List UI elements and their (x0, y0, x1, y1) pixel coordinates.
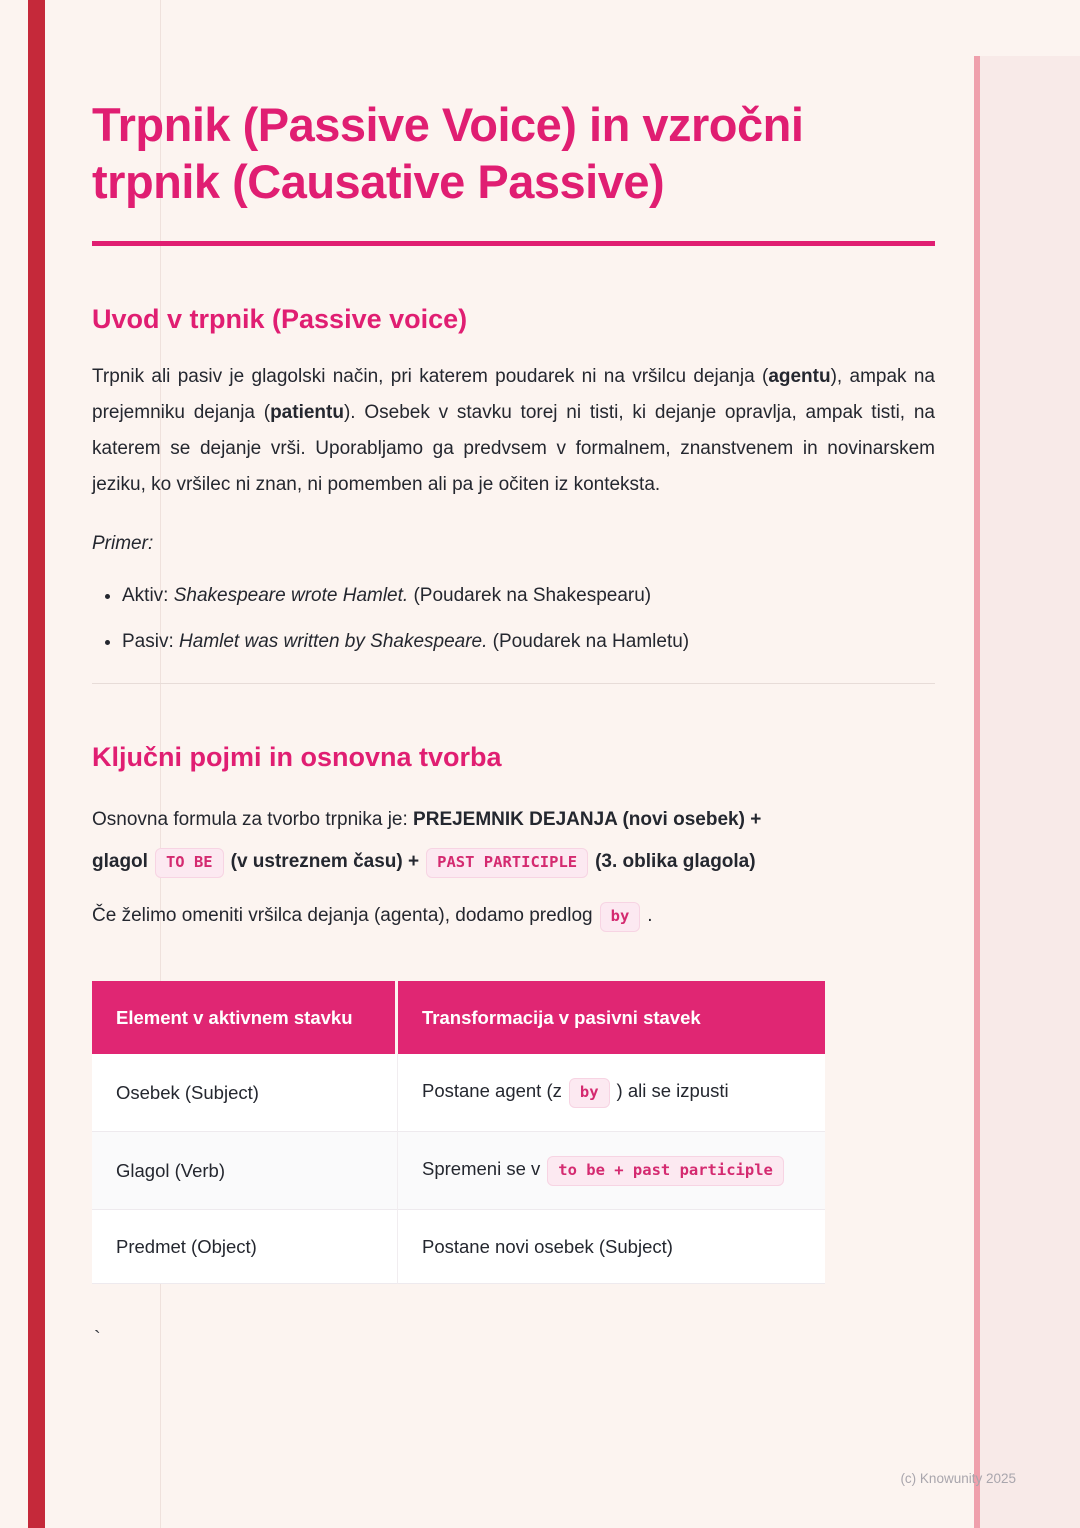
table-row (92, 1132, 825, 1210)
stray-backtick-mark: ` (94, 1327, 101, 1350)
intro-text-1: Trpnik ali pasiv je glagolski način, pri katerem poudarek ni na vršilcu dejanja ( (92, 365, 769, 387)
code-chip-by: by (569, 1078, 610, 1108)
table-header-element: Element v aktivnem stavku (92, 981, 398, 1054)
table-cell-left: Osebek (Subject) (92, 1054, 398, 1132)
agent-note-text-1: Če želimo omeniti vršilca dejanja (agenta), dodamo predlog (92, 904, 593, 926)
cell-text-1: Postane agent (z (422, 1079, 562, 1101)
intro-bold-agentu: agentu (768, 365, 831, 387)
formula-bold-1: PREJEMNIK DEJANJA (novi osebek) + (413, 808, 762, 830)
cell-text-1: Postane novi osebek (Subject) (422, 1235, 673, 1257)
formula-bold-2: glagol (92, 850, 148, 872)
code-chip-by: by (600, 902, 641, 932)
copyright-footer: (c) Knowunity 2025 (900, 1471, 1016, 1486)
bullet-italic-sentence: Shakespeare wrote Hamlet. (173, 584, 409, 606)
table-row (92, 1054, 825, 1132)
formula-bold-3: (v ustreznem času) + (230, 850, 420, 872)
table-cell-right (398, 1054, 825, 1132)
code-chip-to-be: TO BE (155, 848, 224, 878)
table-cell-left: Glagol (Verb) (92, 1132, 398, 1210)
document-body (92, 0, 935, 1351)
title-underline-rule (92, 241, 935, 246)
right-margin-zone (980, 56, 1080, 1528)
agent-note-text-2: . (647, 904, 653, 926)
cell-text-1: Spremeni se v (422, 1157, 541, 1179)
code-chip-past-participle: PAST PARTICIPLE (426, 848, 588, 878)
bullet-italic-sentence: Hamlet was written by Shakespeare. (179, 630, 488, 652)
formula-text-1: Osnovna formula za tvorbo trpnika je: (92, 808, 414, 830)
page-edge-stripe (28, 0, 45, 1528)
table-cell-left: Predmet (Object) (92, 1210, 398, 1284)
table-header-row (92, 981, 825, 1054)
section-heading-uvod: Uvod v trpnik (Passive voice) (92, 303, 468, 334)
table-cell-right (398, 1210, 825, 1284)
example-label: Primer: (92, 532, 154, 554)
bullet-lead: Aktiv: (122, 584, 174, 606)
agent-note-paragraph (92, 895, 935, 937)
example-list (92, 581, 935, 657)
list-item (122, 627, 935, 657)
bullet-tail: (Poudarek na Hamletu) (487, 630, 690, 652)
list-item (122, 581, 935, 611)
table-body (92, 1054, 825, 1284)
intro-text-3: ). Osebek v stavku torej ni tisti, ki dejanje opravlja, ampak tisti, na katerem se dejanje vrši. Uporabljamo ga predvsem v formalnem, znanstvenem in novinarskem jeziku, ko vršilec ni znan, ni pomemben ali pa je očiten iz konteksta. (92, 401, 935, 495)
table-header (92, 981, 825, 1054)
bullet-lead: Pasiv: (122, 630, 180, 652)
formula-bold-4: (3. oblika glagola) (595, 850, 756, 872)
code-chip-to-be-past-participle: to be + past participle (547, 1156, 784, 1186)
formula-paragraph (92, 799, 935, 883)
intro-text-2: ), ampak na prejemniku dejanja ( (92, 365, 935, 423)
cell-text-2: ) ali se izpusti (616, 1079, 729, 1101)
table-cell-right (398, 1132, 825, 1210)
table-row (92, 1210, 825, 1284)
section-divider (92, 683, 935, 684)
transformation-table (92, 981, 825, 1284)
intro-paragraph (92, 359, 935, 503)
right-margin-line (974, 56, 980, 1528)
section-heading-tvorba: Ključni pojmi in osnovna tvorba (92, 741, 502, 772)
bullet-tail: (Poudarek na Shakespearu) (408, 584, 652, 606)
page-title: Trpnik (Passive Voice) in vzročni trpnik (Causative Passive) (92, 98, 804, 209)
table-header-transformation: Transformacija v pasivni stavek (398, 981, 825, 1054)
intro-bold-patientu: patientu (270, 401, 344, 423)
